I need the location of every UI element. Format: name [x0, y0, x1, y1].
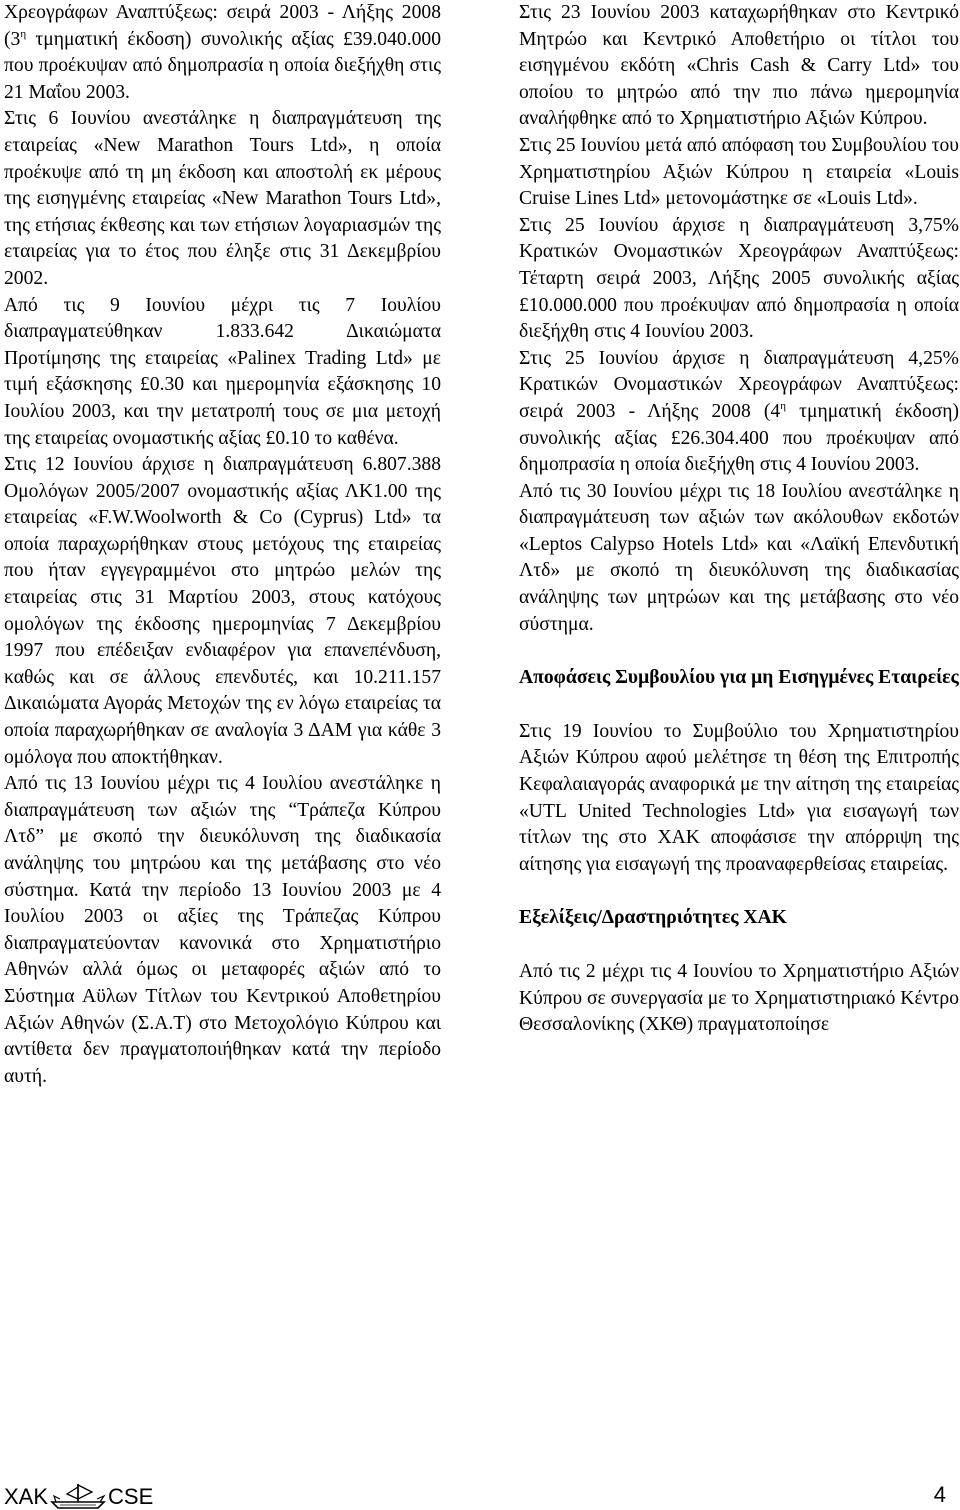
section-heading: Εξελίξεις/Δραστηριότητες ΧΑΚ	[519, 907, 787, 929]
ship-icon	[48, 1482, 108, 1510]
paragraph: Στις 25 Ιουνίου άρχισε η διαπραγμάτευση 3,75% Κρατικών Ονομαστικών Χρεογράφων Αναπτύξεως: Τέταρτη σειρά 2003, Λήξης 2005 συνολικής αξίας £10.000.000 που προέκυψαν από δημοπρασία η οποία διεξήχθη στις 4 Ιουνίου 2003.	[519, 214, 959, 343]
paragraph: Στις 19 Ιουνίου το Συμβούλιο του Χρηματιστηρίου Αξιών Κύπρου αφού μελέτησε τη θέση της Επιτροπής Κεφαλαιαγοράς αναφορικά με την αίτηση της εταιρείας «UTL United Technologies Ltd» για εισαγωγή των τίτλων της στο ΧΑΚ αποφάσισε την απόρριψη της αίτησης για εισαγωγή της προαναφερθείσας εταιρείας.	[519, 720, 959, 875]
paragraph: Στις 25 Ιουνίου μετά από απόφαση του Συμβουλίου του Χρηματιστηρίου Αξιών Κύπρου η εταιρεία «Louis Cruise Lines Ltd» μετονομάστηκε σε «Louis Ltd».	[519, 134, 959, 210]
footer-brand	[4, 1482, 153, 1510]
paragraph: Από τις 13 Ιουνίου μέχρι τις 4 Ιουλίου ανεστάληκε η διαπραγμάτευση των αξιών της “Τράπεζα Κύπρου Λτδ” με σκοπό την διευκόλυνση της διαδικασία ανάληψης του μητρώου και της μετάβασης στο νέο σύστημα. Κατά την περίοδο 13 Ιουνίου 2003 με 4 Ιουλίου 2003 οι αξίες της Τράπεζας Κύπρου διαπραγματεύονταν κανονικά στο Χρηματιστήριο Αθηνών αλλά όμως οι μεταφορές αξιών από το Σύστημα Αϋλων Τίτλων του Κεντρικού Αποθετηρίου Αξιών Αθηνών (Σ.Α.Τ) στο Μετοχολόγιο Κύπρου και αντίθετα δεν πραγματοποιήθηκαν κατά την περίοδο αυτή.	[4, 773, 441, 1087]
spacer	[519, 638, 959, 665]
paragraph: Στις 12 Ιουνίου άρχισε η διαπραγμάτευση 6.807.388 Ομολόγων 2005/2007 ονομαστικής αξίας ΛΚ1.00 της εταιρείας «F.W.Woolworth & Co (Cyprus) Ltd» τα οποία παραχωρήθηκαν στους μετόχους της εταιρείας που ήταν εγγεγραμμένοι στο μητρώο μελών της εταιρείας στις 31 Μαρτίου 2003, στους κατόχους ομολόγων της έκδοσης ημερομηνίας 7 Δεκεμβρίου 1997 που επέδειξαν ενδιαφέρον για επανεπένδυση, καθώς και σε άλλους επενδυτές, και 10.211.157 Δικαιώματα Αγοράς Μετοχών της εν λόγω εταιρείας τα οποία παραχωρήθηκαν σε αναλογία 3 ΔΑΜ για κάθε 3 ομόλογα που αποκτήθηκαν.	[4, 454, 441, 768]
paragraph: Από τις 2 μέχρι τις 4 Ιουνίου το Χρηματιστήριο Αξιών Κύπρου σε συνεργασία με το Χρηματιστηριακό Κέντρο Θεσσαλονίκης (ΧΚΘ) πραγματοποίησε	[519, 961, 959, 1036]
paragraph: Χρεογράφων Αναπτύξεως: σειρά 2003 - Λήξης 2008 ($3^\eta$ τμηματική έκδοση) συνολικής αξίας £39.040.000 που προέκυψαν από δημοπρασία η οποία διεξήχθη στις 21 Μαΐου 2003.	[4, 2, 441, 103]
spacer	[519, 692, 959, 719]
left-column	[4, 0, 441, 1090]
section-heading: Αποφάσεις Συμβουλίου για μη Εισηγμένες Εταιρείες	[519, 667, 959, 689]
paragraph: Στις 25 Ιουνίου άρχισε η διαπραγμάτευση 4,25% Κρατικών Ονομαστικών Χρεογράφων Αναπτύξεως: σειρά 2003 - Λήξης 2008 ($4^\eta$ τμηματική έκδοση) συνολικής αξίας £26.304.400 που προέκυψαν από δημοπρασία η οποία διεξήχθη στις 4 Ιουνίου 2003.	[519, 347, 959, 476]
paragraph: Στις 6 Ιουνίου ανεστάληκε η διαπραγμάτευση της εταιρείας «New Marathon Tours Ltd», η οποία προέκυψε από τη μη έκδοση και αποστολή εκ μέρους της εισηγμένης εταιρείας «New Marathon Tours Ltd», της ετήσιας έκθεσης και των ετήσιων λογαριασμών της εταιρείας για το έτος που έληξε στις 31 Δεκεμβρίου 2002.	[4, 108, 441, 289]
page-number: 4	[933, 1482, 946, 1507]
brand-right: CSE	[108, 1484, 154, 1509]
paragraph: Στις 23 Ιουνίου 2003 καταχωρήθηκαν στο Κεντρικό Μητρώο και Κεντρικό Αποθετήριο οι τίτλοι του εισηγμένου εκδότη «Chris Cash & Carry Ltd» του οποίου το μητρώο από την πιο πάνω ημερομηνία αναλήφθηκε από το Χρηματιστήριο Αξιών Κύπρου.	[519, 2, 959, 130]
paragraph: Από τις 30 Ιουνίου μέχρι τις 18 Ιουλίου ανεστάληκε η διαπραγμάτευση των αξιών των ακόλουθων εκδοτών «Leptos Calypso Hotels Ltd» και «Λαϊκή Επενδυτική Λτδ» με σκοπό τη διευκόλυνση της διαδικασίας ανάληψης των μητρώων και της μετάβασης στο νέο σύστημα.	[519, 480, 959, 635]
page-footer	[0, 1476, 960, 1508]
right-column	[519, 0, 959, 1039]
spacer	[519, 932, 959, 959]
brand-left: ΧΑΚ	[4, 1484, 49, 1509]
paragraph: Από τις 9 Ιουνίου μέχρι τις 7 Ιουλίου διαπραγματεύθηκαν 1.833.642 Δικαιώματα Προτίμησης της εταιρείας «Palinex Trading Ltd» με τιμή εξάσκησης £0.30 και ημερομηνία εξάσκησης 10 Ιουλίου 2003, και την μετατροπή τους σε μια μετοχή της εταιρείας ονομαστικής αξίας £0.10 το καθένα.	[4, 294, 441, 449]
spacer	[519, 878, 959, 905]
